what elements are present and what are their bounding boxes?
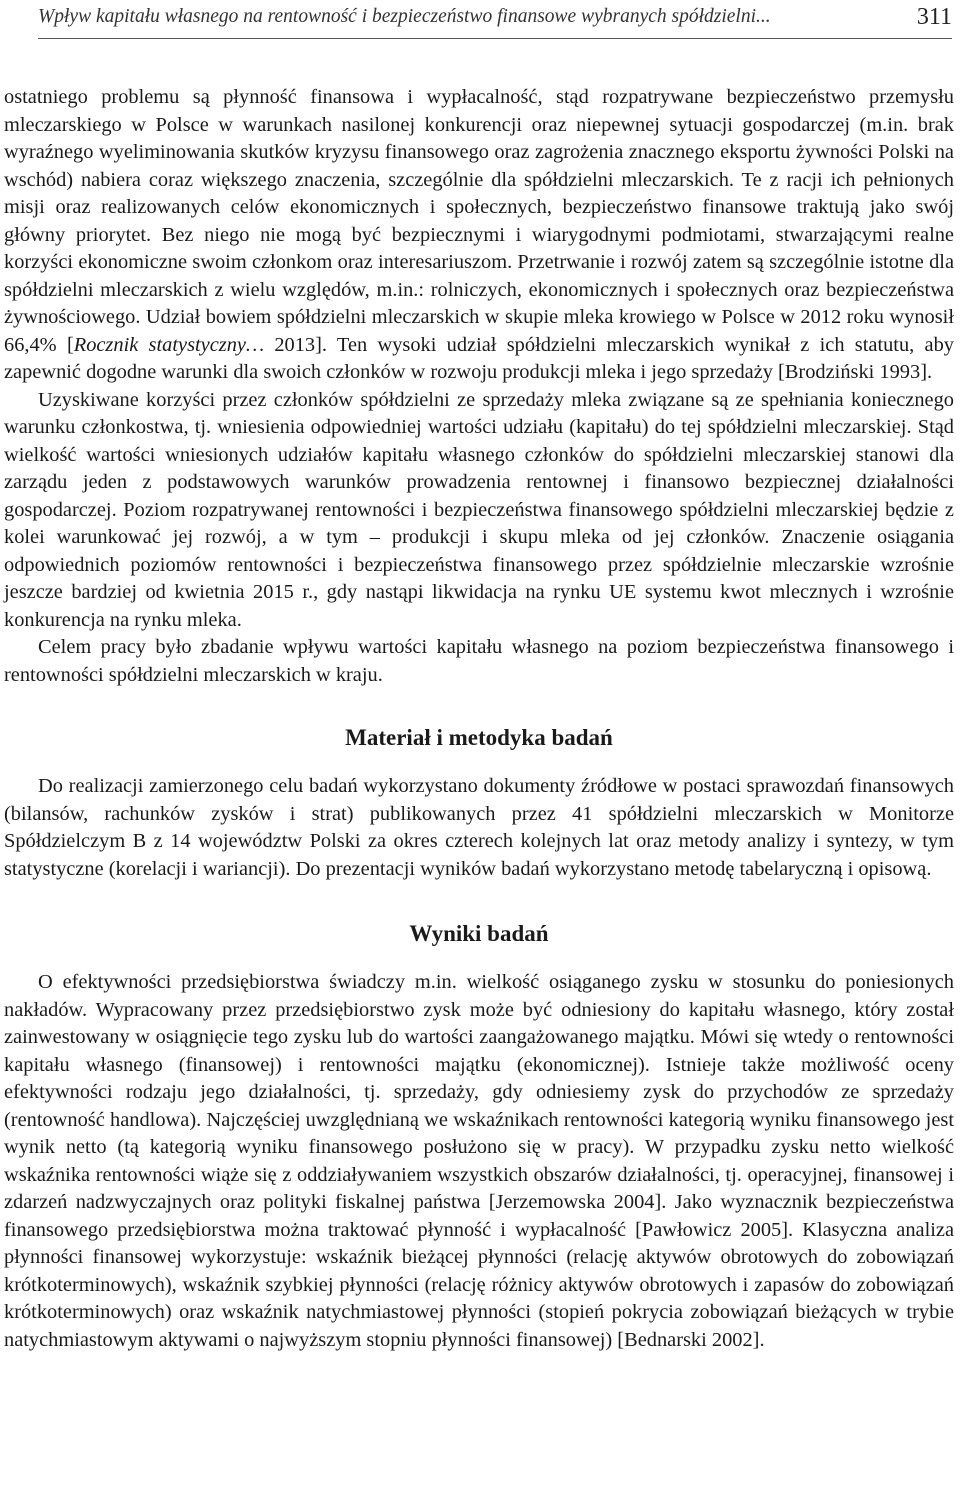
paragraph: O efektywności przedsiębiorstwa świadczy m.in. wielkość osiąganego zysku w stosunku do poniesionych nakładów. Wypracowany przez przedsiębiorstwo zysk może być odniesiony do kapitału własnego, który został zainwestowany w osiągnięcie tego zysku lub do wartości zaangażowanego majątku. Mówi się wtedy o rentowności kapitału własnego (finansowej) i rentowności majątku (ekonomicznej). Istnieje także możliwość oceny efektywności rodzaju jego działalności, tj. sprzedaży, gdy odniesiemy zysk do przychodów ze sprzedaży (rentowność handlowa). Najczęściej uwzględnianą we wskaźnikach rentowności kategorią wyniku finansowego jest wynik netto (tą kategorią wyniku finansowego posłużono się w pracy). W przypadku zysku netto wielkość wskaźnika rentowności wiąże się z oddziaływaniem wszystkich obszarów działalności, tj. operacyjnej, finansowej i zdarzeń nadzwyczajnych oraz polityki fiskalnej państwa [Jerzemowska 2004]. Jako wyznacznik bezpieczeństwa finansowego przedsiębiorstwa można traktować płynność i wypłacalność [Pawłowicz 2005]. Klasyczna analiza płynności finansowej wykorzystuje: wskaźnik bieżącej płynności (relację aktywów obrotowych do zobowiązań krótkoterminowych), wskaźnik szybkiej płynności (relację różnicy aktywów obrotowych i zapasów do zobowiązań krótkoterminowych) oraz wskaźnik natychmiastowej płynności (stopień pokrycia zobowiązań bieżących w trybie natychmiastowym aktywami o najwyższym stopniu płynności finansowej) [Bednarski 2002]. bbox=[4, 971, 954, 1351]
running-header bbox=[38, 4, 952, 34]
paragraph: Uzyskiwane korzyści przez członków spółdzielni ze sprzedaży mleka związane są ze spełniania koniecznego warunku członkostwa, tj. wniesienia odpowiedniej wartości udziału (kapitału) do tej spółdzielni mleczarskiej. Stąd wielkość wartości wniesionych udziałów kapitału własnego członków do spółdzielni mleczarskiej stanowi dla zarządu jeden z podstawowych warunków prowadzenia rentownej i finansowo bezpiecznej działalności gospodarczej. Poziom rozpatrywanej rentowności i bezpieczeństwa finansowego spółdzielni mleczarskiej będzie z kolei warunkować jej rozwój, a w tym – produkcji i skupu mleka od jej członków. Znaczenie osiągania odpowiednich poziomów rentowności i bezpieczeństwa finansowego przez spółdzielnie mleczarskie wzrośnie jeszcze bardziej od kwietnia 2015 r., gdy nastąpi likwidacja na rynku UE systemu kwot mlecznych i wzrośnie konkurencja na rynku mleka. bbox=[4, 388, 954, 631]
paragraph-text: 2013]. Ten wysoki udział spółdzielni mleczarskich wynikał z ich statutu, aby zapewnić dogodne warunki dla swoich członków w rozwoju produkcji mleka i jego sprzedaży [Brodziński 1993]. bbox=[4, 333, 954, 383]
page-number: 311 bbox=[916, 4, 952, 30]
running-title: Wpływ kapitału własnego na rentowność i bezpieczeństwo finansowe wybranych spółdzielni... bbox=[38, 6, 771, 27]
paragraph-text: ostatniego problemu są płynność finansowa i wypłacalność, stąd rozpatrywane bezpieczeństwo przemysłu mleczarskiego w Polsce w warunkach nasilonej konkurencji oraz niepewnej sytuacji gospodarczej (m.in. brak wyraźnego wyeliminowania skutków kryzysu finansowego oraz zagrożenia znacznego eksportu żywności Polski na wschód) nabiera coraz większego znaczenia, szczególnie dla spółdzielni mleczarskich. Te z racji ich pełnionych misji oraz realizowanych celów ekonomicznych i społecznych, bezpieczeństwo finansowe traktują jako swój główny priorytet. Bez niego nie mogą być bezpiecznymi i wiarygodnymi podmiotami, stwarzającymi realne korzyści ekonomiczne swoim członkom oraz interesariuszom. Przetrwanie i rozwój zatem są szczególnie istotne dla spółdzielni mleczarskich z wielu względów, m.in.: rolniczych, ekonomicznych i społecznych oraz bezpieczeństwa żywnościowego. Udział bowiem spółdzielni mleczarskich w skupie mleka krowiego w Polsce w 2012 roku wynosił 66,4% [ bbox=[4, 86, 954, 356]
paragraph: Do realizacji zamierzonego celu badań wykorzystano dokumenty źródłowe w postaci sprawozdań finansowych (bilansów, rachunków zysków i strat) publikowanych przez 41 spółdzielni mleczarskich w Monitorze Spółdzielczym B z 14 województw Polski za okres czterech kolejnych lat oraz metody analizy i syntezy, w tym statystyczne (korelacji i wariancji). Do prezentacji wyników badań wykorzystano metodę tabelaryczną i opisową. bbox=[4, 775, 954, 880]
section-heading-materials: Materiał i metodyka badań bbox=[345, 725, 613, 750]
header-rule bbox=[38, 38, 952, 39]
citation-italic: Rocznik statystyczny… bbox=[73, 333, 265, 356]
paragraph: Celem pracy było zbadanie wpływu wartości kapitału własnego na poziom bezpieczeństwa finansowego i rentowności spółdzielni mleczarskich w kraju. bbox=[4, 636, 954, 686]
section-heading-results: Wyniki badań bbox=[409, 921, 549, 946]
paragraph-continuation bbox=[4, 84, 954, 387]
article-body bbox=[4, 84, 954, 1354]
